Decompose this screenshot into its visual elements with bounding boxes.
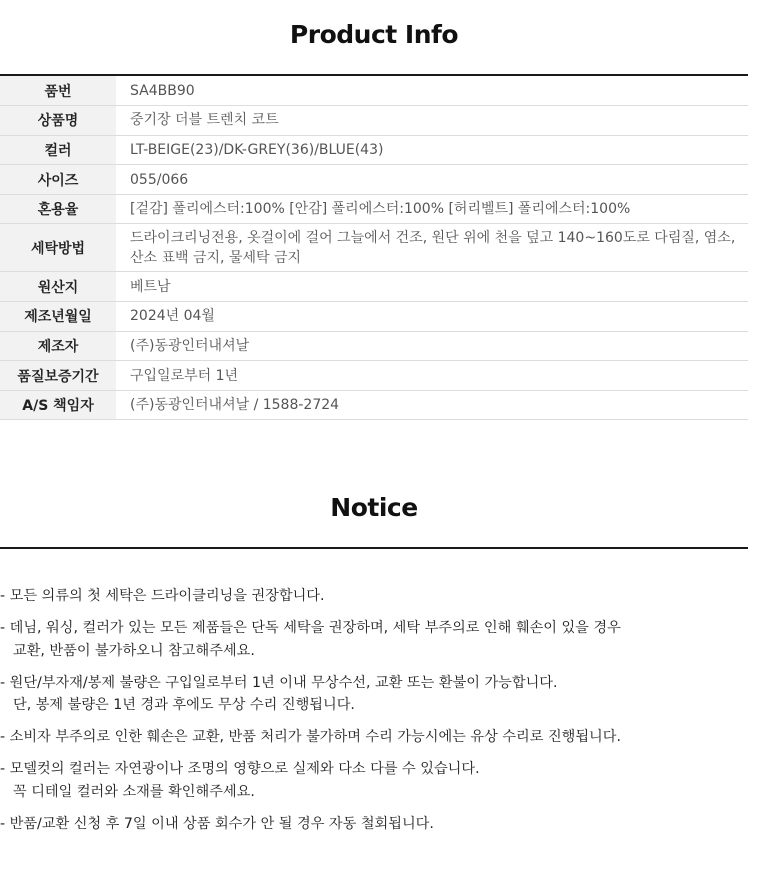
row-label-as-contact: A/S 책임자 <box>0 390 116 420</box>
table-row <box>0 194 748 224</box>
notice-line: - 반품/교환 신청 후 7일 이내 상품 회수가 안 될 경우 자동 철회됩니다. <box>0 815 434 832</box>
table-row <box>0 361 748 391</box>
row-label-color: 컬러 <box>0 135 116 165</box>
row-label-material: 혼용율 <box>0 194 116 224</box>
row-label-product-name: 상품명 <box>0 106 116 136</box>
table-row <box>0 165 748 195</box>
list-item <box>0 813 748 836</box>
product-info-title: Product Info <box>289 20 459 49</box>
row-value-as-contact: (주)동광인터내셔날 / 1588-2724 <box>116 390 748 420</box>
notice-line-continued: 꼭 디테일 컬러와 소재를 확인해주세요. <box>13 783 255 800</box>
notice-title: Notice <box>330 493 418 522</box>
notice-line: - 모델컷의 컬러는 자연광이나 조명의 영향으로 실제와 다소 다를 수 있습니다. <box>0 761 480 777</box>
row-value-origin: 베트남 <box>116 272 748 302</box>
row-value-warranty: 구입일로부터 1년 <box>116 361 748 391</box>
list-item <box>0 585 748 608</box>
table-row <box>0 302 748 332</box>
table-row <box>0 135 748 165</box>
notice-line-continued: 교환, 반품이 불가하오니 참고해주세요. <box>13 642 255 659</box>
list-item <box>0 758 748 803</box>
row-value-manufacture-date: 2024년 04월 <box>116 302 748 332</box>
notice-line: - 모든 의류의 첫 세탁은 드라이클리닝을 권장합니다. <box>0 588 325 604</box>
row-value-manufacturer: (주)동광인터내셔날 <box>116 331 748 361</box>
row-value-washing: 드라이크리닝전용, 옷걸이에 걸어 그늘에서 건조, 원단 위에 천을 덮고 140~160도로 다림질, 염소,산소 표백 금지, 물세탁 금지 <box>116 224 748 272</box>
row-value-color: LT-BEIGE(23)/DK-GREY(36)/BLUE(43) <box>116 135 748 165</box>
product-info-table <box>0 76 748 420</box>
list-item <box>0 672 748 717</box>
table-row <box>0 106 748 136</box>
row-value-product-name: 중기장 더블 트렌치 코트 <box>116 106 748 136</box>
list-item <box>0 617 748 662</box>
row-label-washing: 세탁방법 <box>0 224 116 272</box>
table-row <box>0 272 748 302</box>
row-value-material: [겉감] 폴리에스터:100% [안감] 폴리에스터:100% [허리벨트] 폴리에스터:100% <box>116 194 748 224</box>
table-row <box>0 76 748 106</box>
table-row <box>0 390 748 420</box>
notice-divider <box>0 547 748 549</box>
notice-list <box>0 585 748 845</box>
table-row <box>0 224 748 272</box>
notice-line: - 원단/부자재/봉제 불량은 구입일로부터 1년 이내 무상수선, 교환 또는 환불이 가능합니다. <box>0 674 558 691</box>
row-label-origin: 원산지 <box>0 272 116 302</box>
row-label-manufacturer: 제조자 <box>0 331 116 361</box>
row-label-item-number: 품번 <box>0 76 116 106</box>
notice-line: - 데님, 워싱, 컬러가 있는 모든 제품들은 단독 세탁을 권장하며, 세탁 부주의로 인해 훼손이 있을 경우 <box>0 620 621 636</box>
notice-line: - 소비자 부주의로 인한 훼손은 교환, 반품 처리가 불가하며 수리 가능시에는 유상 수리로 진행됩니다. <box>0 729 621 745</box>
table-row <box>0 331 748 361</box>
list-item <box>0 726 748 749</box>
notice-line-continued: 단, 봉제 불량은 1년 경과 후에도 무상 수리 진행됩니다. <box>13 697 355 713</box>
row-value-item-number: SA4BB90 <box>116 76 748 106</box>
row-value-size: 055/066 <box>116 165 748 195</box>
row-label-manufacture-date: 제조년월일 <box>0 302 116 332</box>
row-label-size: 사이즈 <box>0 165 116 195</box>
row-label-warranty: 품질보증기간 <box>0 361 116 391</box>
